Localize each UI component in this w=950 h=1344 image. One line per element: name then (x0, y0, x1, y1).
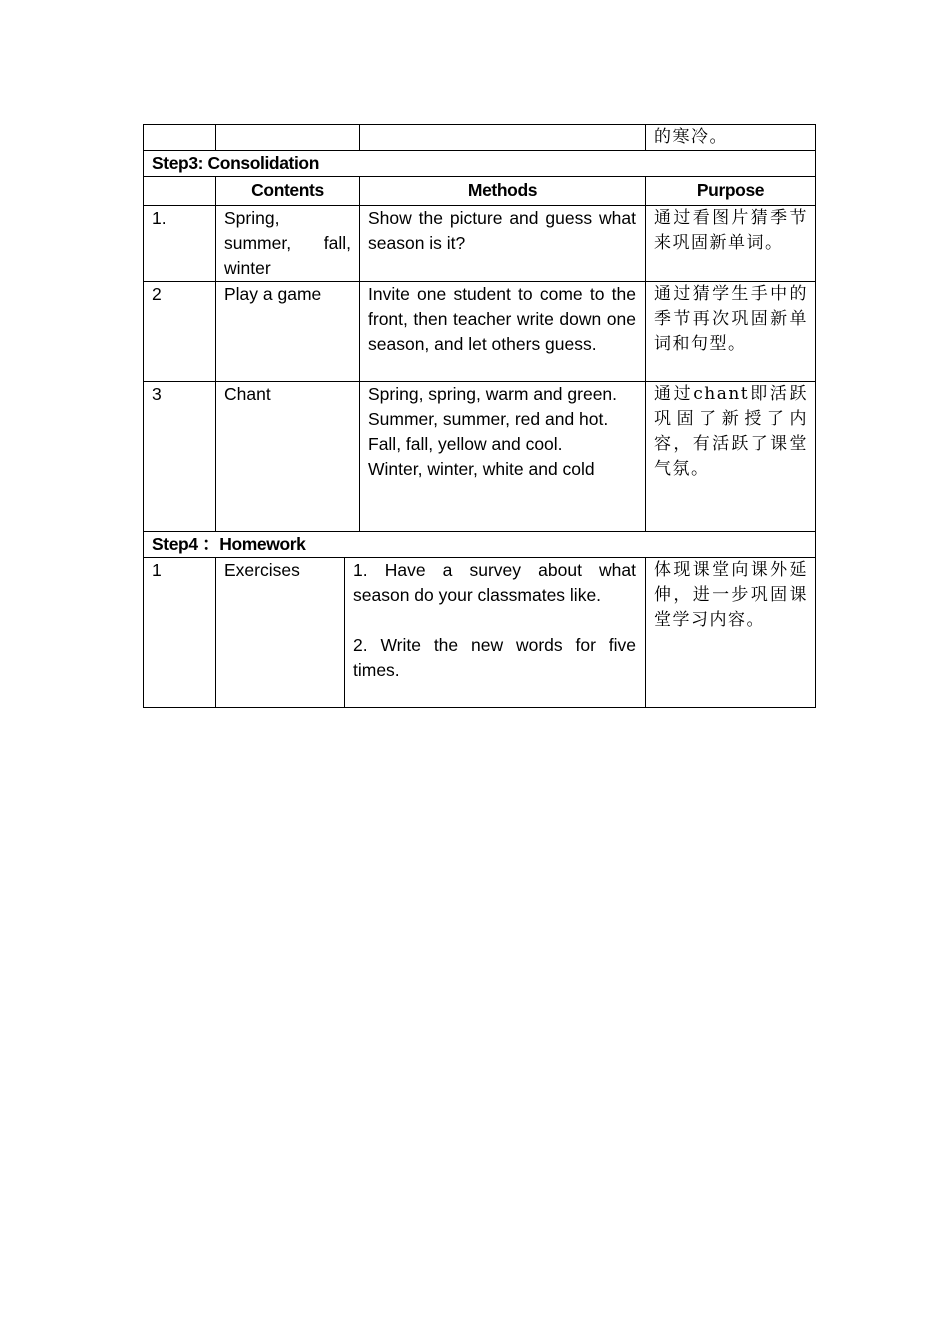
chant-line: Winter, winter, white and cold (368, 459, 595, 479)
row-purpose: 通过chant即活跃巩固了新授了内容，有活跃了课堂气氛。 (654, 384, 808, 479)
chant-line: Summer, summer, red and hot. (368, 409, 609, 429)
row-methods: Invite one student to come to the front, then teacher write down one season, and let others guess. (368, 284, 636, 354)
step4-title: Step4 ：Homework (152, 534, 306, 554)
chant-line: Spring, spring, warm and green. (368, 384, 618, 404)
row-methods: Show the picture and guess what season is it? (368, 208, 636, 253)
row-number: 1 (152, 560, 162, 580)
row-purpose: 体现课堂向课外延伸，进一步巩固课堂学习内容。 (654, 560, 808, 630)
chant-line: Fall, fall, yellow and cool. (368, 434, 563, 454)
row-contents (224, 206, 351, 281)
row-methods (368, 382, 636, 482)
row-purpose: 通过看图片猜季节来巩固新单词。 (654, 208, 808, 253)
homework-method-1: 1. Have a survey about what season do your classmates like. (353, 560, 636, 605)
header-contents: Contents (251, 180, 324, 200)
step3-title: Step3: Consolidation (152, 153, 320, 173)
row-contents: Chant (224, 384, 271, 404)
homework-method-2: 2. Write the new words for five times. (353, 635, 636, 680)
continued-purpose-cell: 的寒冷。 (654, 127, 728, 147)
row-number: 1. (152, 208, 167, 228)
header-methods: Methods (467, 180, 538, 200)
contents-line: summer, fall, (224, 233, 351, 253)
contents-line: Spring, (224, 208, 280, 228)
row-contents: Play a game (224, 284, 322, 304)
row-contents: Exercises (224, 560, 300, 580)
header-purpose: Purpose (696, 180, 765, 200)
row-purpose: 通过猜学生手中的季节再次巩固新单词和句型。 (654, 284, 808, 354)
contents-line: winter (224, 258, 271, 278)
row-number: 2 (152, 284, 162, 304)
row-number: 3 (152, 384, 162, 404)
